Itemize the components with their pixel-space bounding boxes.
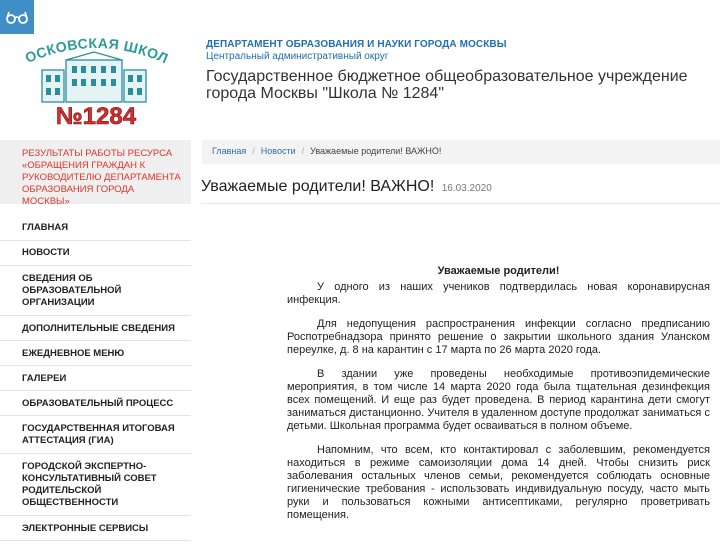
- sidebar-item-additional-info[interactable]: ДОПОЛНИТЕЛЬНЫЕ СВЕДЕНИЯ: [0, 316, 191, 341]
- sidebar-promo-link[interactable]: РЕЗУЛЬТАТЫ РАБОТЫ РЕСУРСА «ОБРАЩЕНИЯ ГРАЖДАН К РУКОВОДИТЕЛЮ ДЕПАРТАМЕНТА ОБРАЗОВАНИЯ ГОРОДА МОСКВЫ»: [0, 140, 191, 204]
- article-title: Уважаемые родители! ВАЖНО!: [201, 178, 435, 195]
- sidebar-item-e-services[interactable]: ЭЛЕКТРОННЫЕ СЕРВИСЫ: [0, 516, 191, 541]
- article-body: [287, 265, 710, 533]
- sidebar-item-organization-info[interactable]: СВЕДЕНИЯ ОБ ОБРАЗОВАТЕЛЬНОЙ ОРГАНИЗАЦИИ: [0, 266, 191, 316]
- sidebar-item-galleries[interactable]: ГАЛЕРЕИ: [0, 366, 191, 391]
- article-paragraph: Для недопущения распространения инфекции согласно предписанию Роспотребнадзора принято решение о закрытии школьного здания Уланском переулке, д. 8 на карантин с 17 марта по 26 марта 2020 года.: [287, 318, 710, 356]
- article-heading: Уважаемые родители!: [437, 265, 560, 277]
- breadcrumb-separator: /: [252, 146, 255, 156]
- sidebar-item-education-process[interactable]: ОБРАЗОВАТЕЛЬНЫЙ ПРОЦЕСС: [0, 391, 191, 416]
- sidebar-nav: [0, 212, 191, 541]
- breadcrumb: [202, 140, 720, 164]
- logo-number-text: №1284: [55, 103, 137, 130]
- district-name: Центральный административный округ: [206, 51, 389, 62]
- school-logo[interactable]: [20, 30, 172, 130]
- breadcrumb-separator: /: [301, 146, 305, 156]
- article-paragraph: Напомним, что всем, кто контактировал с заболевшим, рекомендуется находиться в режиме самоизоляции дома 14 дней. Чтобы снизить риск заболевания остальных членов семьи, рекомендуется соблюдать основные гигиенические требования - использовать индивидуальную посуду, часто мыть руки и пользоваться кожными антисептиками, регулярно проветривать помещения.: [287, 444, 710, 521]
- divider: [201, 203, 720, 204]
- glasses-icon: [5, 10, 29, 24]
- department-name[interactable]: ДЕПАРТАМЕНТ ОБРАЗОВАНИЯ И НАУКИ ГОРОДА МОСКВЫ: [206, 39, 507, 50]
- sidebar-item-daily-menu[interactable]: ЕЖЕДНЕВНОЕ МЕНЮ: [0, 341, 191, 366]
- sidebar-item-home[interactable]: ГЛАВНАЯ: [0, 212, 191, 241]
- article-paragraph: У одного из наших учеников подтвердилась новая коронавирусная инфекция.: [287, 281, 710, 306]
- sidebar-item-gia[interactable]: ГОСУДАРСТВЕННАЯ ИТОГОВАЯ АТТЕСТАЦИЯ (ГИА): [0, 416, 191, 454]
- breadcrumb-current: Уважаемые родители! ВАЖНО!: [310, 146, 442, 156]
- breadcrumb-home[interactable]: Главная: [212, 146, 247, 156]
- logo-top-text: ОСКОВСКАЯ ШКОЛ: [22, 34, 171, 67]
- article-paragraph: В здании уже проведены необходимые противоэпидемические мероприятия, в том числе 14 марта 2020 года была тщательная дезинфекция всех помещений. И еще раз будет проведена. В период карантина дети смогут заниматься дистанционно. Учителя в удаленном доступе продолжат заниматься с детьми. Школьная программа будет осваиваться в полном объеме.: [287, 368, 710, 432]
- article-date: 16.03.2020: [441, 183, 492, 194]
- school-full-name: Государственное бюджетное общеобразовательное учреждение города Москвы "Школа № 1284": [206, 68, 688, 102]
- breadcrumb-news[interactable]: Новости: [260, 146, 296, 156]
- sidebar-item-parents-council[interactable]: ГОРОДСКОЙ ЭКСПЕРТНО-КОНСУЛЬТАТИВНЫЙ СОВЕТ РОДИТЕЛЬСКОЙ ОБЩЕСТВЕННОСТИ: [0, 454, 191, 516]
- sidebar-item-news[interactable]: НОВОСТИ: [0, 241, 191, 266]
- page-title: [201, 178, 492, 196]
- accessibility-button[interactable]: [0, 0, 34, 34]
